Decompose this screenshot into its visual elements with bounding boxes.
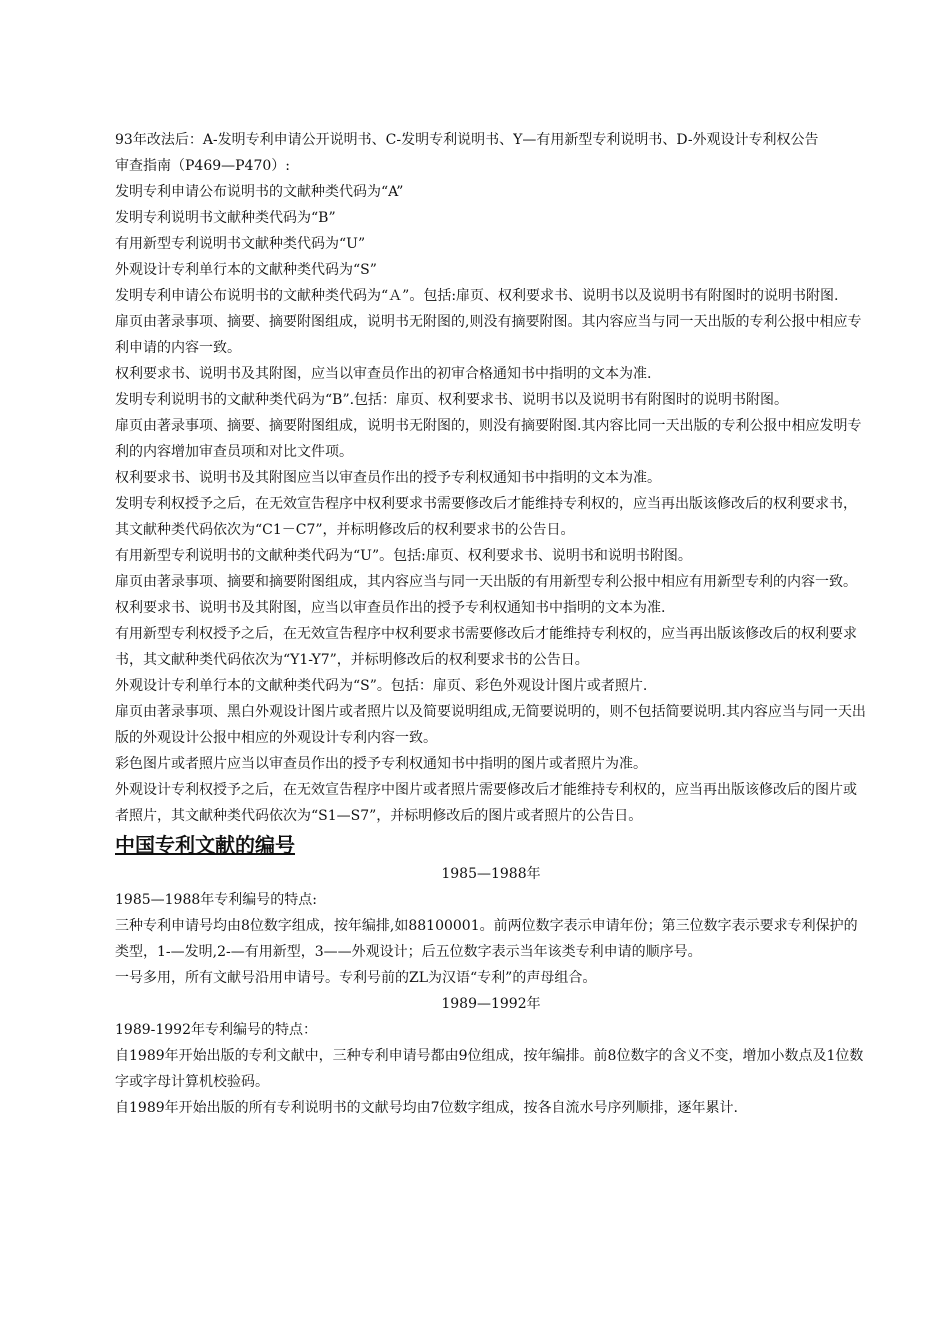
paragraph-guide-ref: 审查指南（P469—P470）: [115,158,290,174]
paragraph-s-title-page: 扉页由著录事项、黑白外观设计图片或者照片以及简要说明组成,无简要说明的，则不包括简要说明.其内容应当与同一天出版的外观设计公报中相应的外观设计专利内容一致。 [115,704,866,746]
paragraph-1985-numbering: 三种专利申请号均由8位数字组成，按年编排,如88100001。前两位数字表示申请年份；第三位数字表示要求专利保护的类型，1-—发明,2-—有用新型，3——外观设计；后五位数字表示当年该类专利申请的顺序号。 [115,918,858,960]
paragraph-s-images: 彩色图片或者照片应当以审查员作出的授予专利权通知书中指明的图片或者照片为准。 [115,756,647,772]
paragraph-93-revision: 93年改法后：A-发明专利申请公开说明书、C-发明专利说明书、Y—有用新型专利说明书、D-外观设计专利权公告 [115,132,819,148]
paragraph-code-b: 发明专利说明书文献种类代码为“B” [115,210,336,226]
paragraph-u-claims: 权利要求书、说明书及其附图，应当以审查员作出的授予专利权通知书中指明的文本为准. [115,600,666,616]
year-heading-1985: 1985—1988年 [441,866,541,882]
year-heading-1989: 1989—1992年 [441,996,541,1012]
paragraph-u-title-page: 扉页由著录事项、摘要和摘要附图组成，其内容应当与同一天出版的有用新型专利公报中相应有用新型专利的内容一致。 [115,574,857,590]
paragraph-code-s: 外观设计专利单行本的文献种类代码为“S” [115,262,377,278]
paragraph-1989-doc-numbers: 自1989年开始出版的所有专利说明书的文献号均由7位数字组成，按各自流水号序列顺排，逐年累计. [115,1100,738,1116]
section-title: 中国专利文献的编号 [115,833,295,857]
paragraph-u-contents: 有用新型专利说明书的文献种类代码为“U”。包括:扉页、权利要求书、说明书和说明书附图。 [115,548,692,564]
paragraph-c-codes: 发明专利权授予之后，在无效宣告程序中权利要求书需要修改后才能维持专利权的，应当再出版该修改后的权利要求书，其文献种类代码依次为“C1－C7”，并标明修改后的权利要求书的公告日。 [115,496,857,538]
paragraph-b-claims: 权利要求书、说明书及其附图应当以审查员作出的授予专利权通知书中指明的文本为准。 [115,470,661,486]
paragraph-s-codes: 外观设计专利权授予之后，在无效宣告程序中图片或者照片需要修改后才能维持专利权的，应当再出版该修改后的图片或者照片，其文献种类代码依次为“S1—S7”，并标明修改后的图片或者照片的公告日。 [115,782,857,824]
paragraph-y-codes: 有用新型专利权授予之后，在无效宣告程序中权利要求书需要修改后才能维持专利权的，应当再出版该修改后的权利要求书，其文献种类代码依次为“Y1-Y7”，并标明修改后的权利要求书的公告日。 [115,626,857,668]
paragraph-b-contents: 发明专利说明书的文献种类代码为“B”.包括：扉页、权利要求书、说明书以及说明书有附图时的说明书附图。 [115,392,789,408]
paragraph-b-title-page: 扉页由著录事项、摘要、摘要附图组成，说明书无附图的，则没有摘要附图.其内容比同一天出版的专利公报中相应发明专利的内容增加审查员项和对比文件项。 [115,418,862,460]
paragraph-a-claims: 权利要求书、说明书及其附图，应当以审查员作出的初审合格通知书中指明的文本为准. [115,366,652,382]
document-page [115,127,867,1121]
paragraph-1989-numbering: 自1989年开始出版的专利文献中，三种专利申请号都由9位组成，按年编排。前8位数字的含义不变，增加小数点及1位数字或字母计算机校验码。 [115,1048,864,1090]
paragraph-1985-multi-use: 一号多用，所有文献号沿用申请号。专利号前的ZL为汉语“专利”的声母组合。 [115,970,597,986]
paragraph-s-contents: 外观设计专利单行本的文献种类代码为“S”。包括：扉页、彩色外观设计图片或者照片. [115,678,648,694]
paragraph-code-u: 有用新型专利说明书文献种类代码为“U” [115,236,366,252]
paragraph-code-a: 发明专利申请公布说明书的文献种类代码为“A” [115,184,404,200]
paragraph-1985-features: 1985—1988年专利编号的特点: [115,892,317,908]
paragraph-a-title-page: 扉页由著录事项、摘要、摘要附图组成，说明书无附图的,则没有摘要附图。其内容应当与同一天出版的专利公报中相应专利申请的内容一致。 [115,314,862,356]
paragraph-1989-features: 1989-1992年专利编号的特点： [115,1022,317,1038]
paragraph-a-contents: 发明专利申请公布说明书的文献种类代码为“Ａ”。包括:扉页、权利要求书、说明书以及说明书有附图时的说明书附图. [115,288,839,304]
